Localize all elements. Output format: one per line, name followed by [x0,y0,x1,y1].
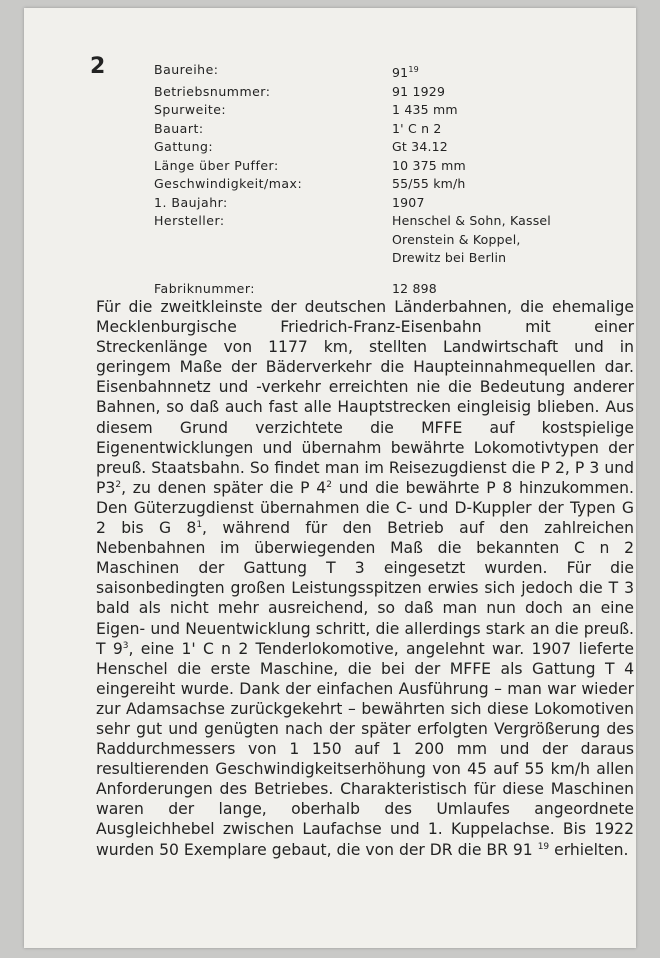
spec-value: 1907 [392,194,425,210]
paragraph-text: Für die zweitkleinste der deutschen Länderbahnen, die ehemalige Mecklenburgische Friedrich-Franz-Eisenbahn mit einer Streckenlänge von 1177 km, stellten Landwirtschaft und in geringem Maße der Bäderverkehr die Haupteinnahmequellen dar. Eisenbahnnetz und -verkehr erreichten nie die Bedeutung anderer Bahnen, so daß auch fast alle Hauptstrecken eingleisig blieben. Aus diesem Grund verzichtete die MFFE auf kostspielige Eigenentwicklungen und übernahm bewährte Lokomotivtypen der preuß. Staatsbahn. So findet man im Reisezugdienst die P 2, P 3 und P3 [96,298,634,497]
spec-row-bauart [154,120,594,139]
spec-value: 1 435 mm [392,102,458,118]
superscript: 2 [326,479,332,490]
superscript: 3 [122,640,129,651]
spec-row-gattung [154,138,594,157]
spec-row-hersteller [154,212,594,268]
spec-row-baureihe [154,61,594,83]
superscript: 2 [115,479,122,490]
paragraph-text: und die bewährte P 8 hinzukommen. Den Güterzugdienst übernahmen die C- und D-Kuppler der Typen G 2 bis G 8 [96,478,634,538]
paragraph-text: , während für den Betrieb auf den zahlreichen Nebenbahnen im überwiegenden Maß die bekannten C n 2 Maschinen der Gattung T 3 eingesetzt wurden. Für die saisonbedingten großen Leistungsspitzen erwies sich jedoch die T 3 bald als nicht mehr ausreichend, so daß man nun doch an eine Eigen- und Neuentwicklung schritt, die allerdings stark an die preuß. T 9 [96,519,635,658]
spec-label: Betriebsnummer: [154,83,271,99]
spec-label: Gattung: [154,139,214,155]
spec-value-superscript: 19 [408,65,419,74]
spec-value [392,61,594,83]
spec-label: 1. Baujahr: [154,194,228,210]
paragraph-text: , zu denen später die P 4 [121,478,327,497]
spec-row-betriebsnummer [154,83,594,102]
spec-label: Bauart: [154,120,204,136]
spec-label: Spurweite: [154,102,227,118]
spec-value: Henschel & Sohn, Kassel Orenstein & Koppel, Drewitz bei Berlin [392,213,551,266]
description-paragraph [96,297,634,860]
spec-row-spurweite [154,101,594,120]
spec-value-text: 91 [392,65,409,81]
superscript: 19 [537,841,550,852]
spec-label: Fabriknummer: [154,280,256,296]
document-card [24,8,636,948]
spec-row-baujahr [154,194,594,213]
spec-value: 1' C n 2 [392,120,442,136]
specifications-table [154,61,594,298]
spec-row-geschwindigkeit [154,175,594,194]
spec-label: Baureihe: [154,62,219,77]
paragraph-text: , eine 1' C n 2 Tenderlokomotive, angelehnt war. 1907 lieferte Henschel die erste Maschine, die bei der MFFE als Gattung T 4 eingereiht wurde. Dank der einfachen Ausführung – man war wieder zur Adamsachse zurückgekehrt – bewährten sich diese Lokomotiven sehr gut und genügten nach der später erfolgten Vergrößerung des Raddurchmessers von 1 150 auf 1 200 mm und der daraus resultierenden Geschwindigkeitserhöhung von 45 auf 55 km/h allen Anforderungen des Betriebes. Charakteristisch für diese Maschinen waren der lange, oberhalb des Umlaufes angeordnete Ausgleichhebel zwischen Laufachse und 1. Kuppelachse. Bis 1922 wurden 50 Exemplare gebaut, die von der DR die BR 91 [96,639,634,859]
paragraph-text: erhielten. [549,840,629,859]
spec-label: Länge über Puffer: [154,157,279,173]
spec-value: Gt 34.12 [392,139,448,155]
spec-row-laenge [154,157,594,176]
spec-row-fabriknummer [154,280,594,299]
superscript: 1 [196,519,203,530]
spec-value: 91 1929 [392,83,446,99]
spec-label: Hersteller: [154,213,225,229]
spec-value: 12 898 [392,280,437,296]
spec-value: 10 375 mm [392,157,466,173]
spec-value: 55/55 km/h [392,176,466,192]
page-number: 2 [90,54,106,79]
spec-label: Geschwindigkeit/max: [154,176,303,192]
